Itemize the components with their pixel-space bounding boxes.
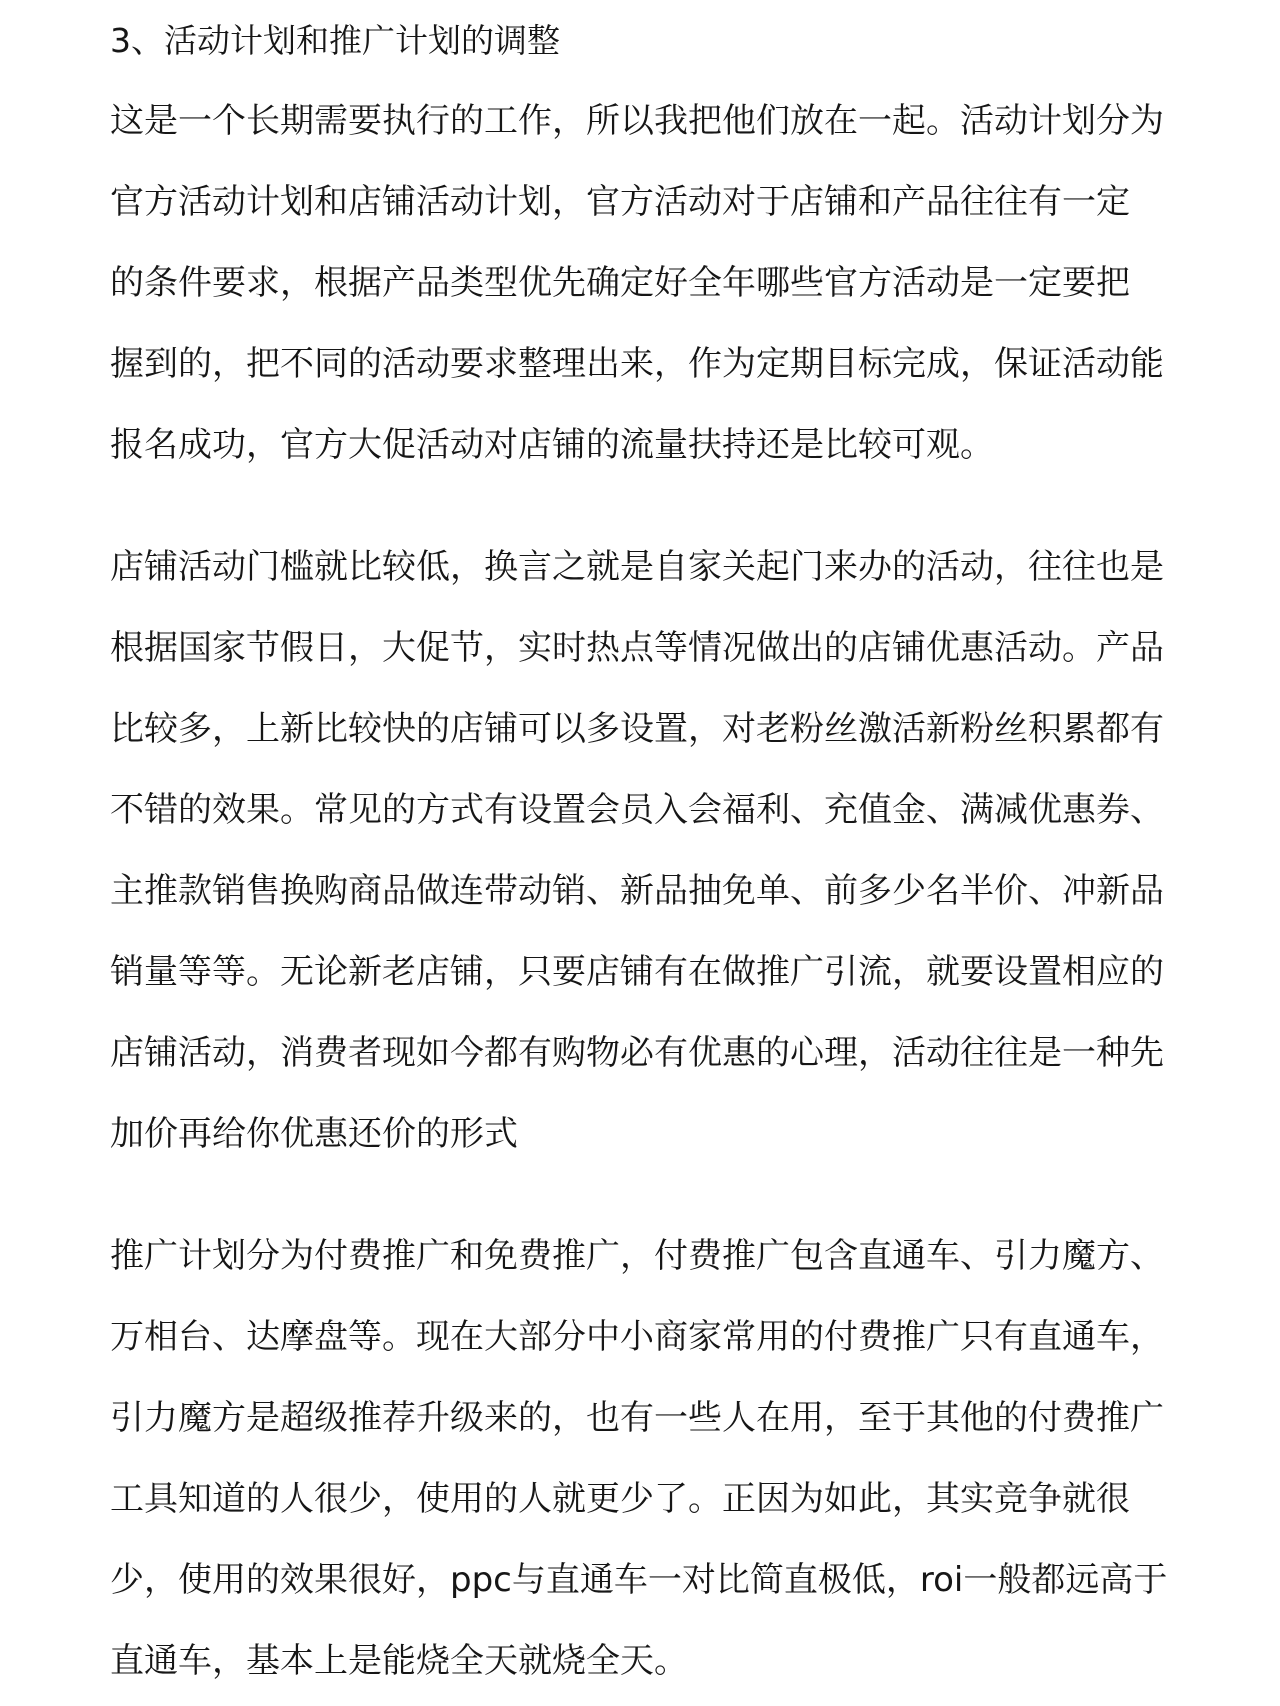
- text-line: 官方活动计划和店铺活动计划，官方活动对于店铺和产品往往有一定: [110, 182, 1130, 222]
- text-line: 加价再给你优惠还价的形式: [110, 1114, 518, 1154]
- text-line: 销量等等。无论新老店铺，只要店铺有在做推广引流，就要设置相应的: [110, 952, 1164, 992]
- text-line: 这是一个长期需要执行的工作，所以我把他们放在一起。活动计划分为: [110, 101, 1164, 141]
- text-line: 推广计划分为付费推广和免费推广，付费推广包含直通车、引力魔方、: [110, 1236, 1164, 1276]
- text-line: 万相台、达摩盘等。现在大部分中小商家常用的付费推广只有直通车，: [110, 1317, 1164, 1357]
- text-line: 主推款销售换购商品做连带动销、新品抽免单、前多少名半价、冲新品: [110, 871, 1164, 911]
- text-line: 根据国家节假日，大促节，实时热点等情况做出的店铺优惠活动。产品: [110, 628, 1164, 668]
- text-line: 店铺活动，消费者现如今都有购物必有优惠的心理，活动往往是一种先: [110, 1033, 1164, 1073]
- section-heading: 3、活动计划和推广计划的调整: [110, 21, 560, 60]
- text-line: 少，使用的效果很好，ppc与直通车一对比简直极低，roi一般都远高于: [110, 1560, 1168, 1600]
- text-line: 工具知道的人很少，使用的人就更少了。正因为如此，其实竞争就很: [110, 1479, 1130, 1519]
- text-line: 比较多，上新比较快的店铺可以多设置，对老粉丝激活新粉丝积累都有: [110, 709, 1164, 749]
- paragraph-store-activity: [110, 527, 1220, 1175]
- paragraph-activity-plan: [110, 81, 1220, 486]
- paragraph-promotion-plan: [110, 1216, 1220, 1702]
- text-line: 不错的效果。常见的方式有设置会员入会福利、充值金、满减优惠券、: [110, 790, 1164, 830]
- text-line: 握到的，把不同的活动要求整理出来，作为定期目标完成，保证活动能: [110, 344, 1164, 384]
- text-line: 引力魔方是超级推荐升级来的，也有一些人在用，至于其他的付费推广: [110, 1398, 1164, 1438]
- text-line: 直通车，基本上是能烧全天就烧全天。: [110, 1641, 688, 1681]
- text-line: 店铺活动门槛就比较低，换言之就是自家关起门来办的活动，往往也是: [110, 547, 1164, 587]
- text-line: 报名成功，官方大促活动对店铺的流量扶持还是比较可观。: [110, 425, 994, 465]
- text-line: 的条件要求，根据产品类型优先确定好全年哪些官方活动是一定要把: [110, 263, 1130, 303]
